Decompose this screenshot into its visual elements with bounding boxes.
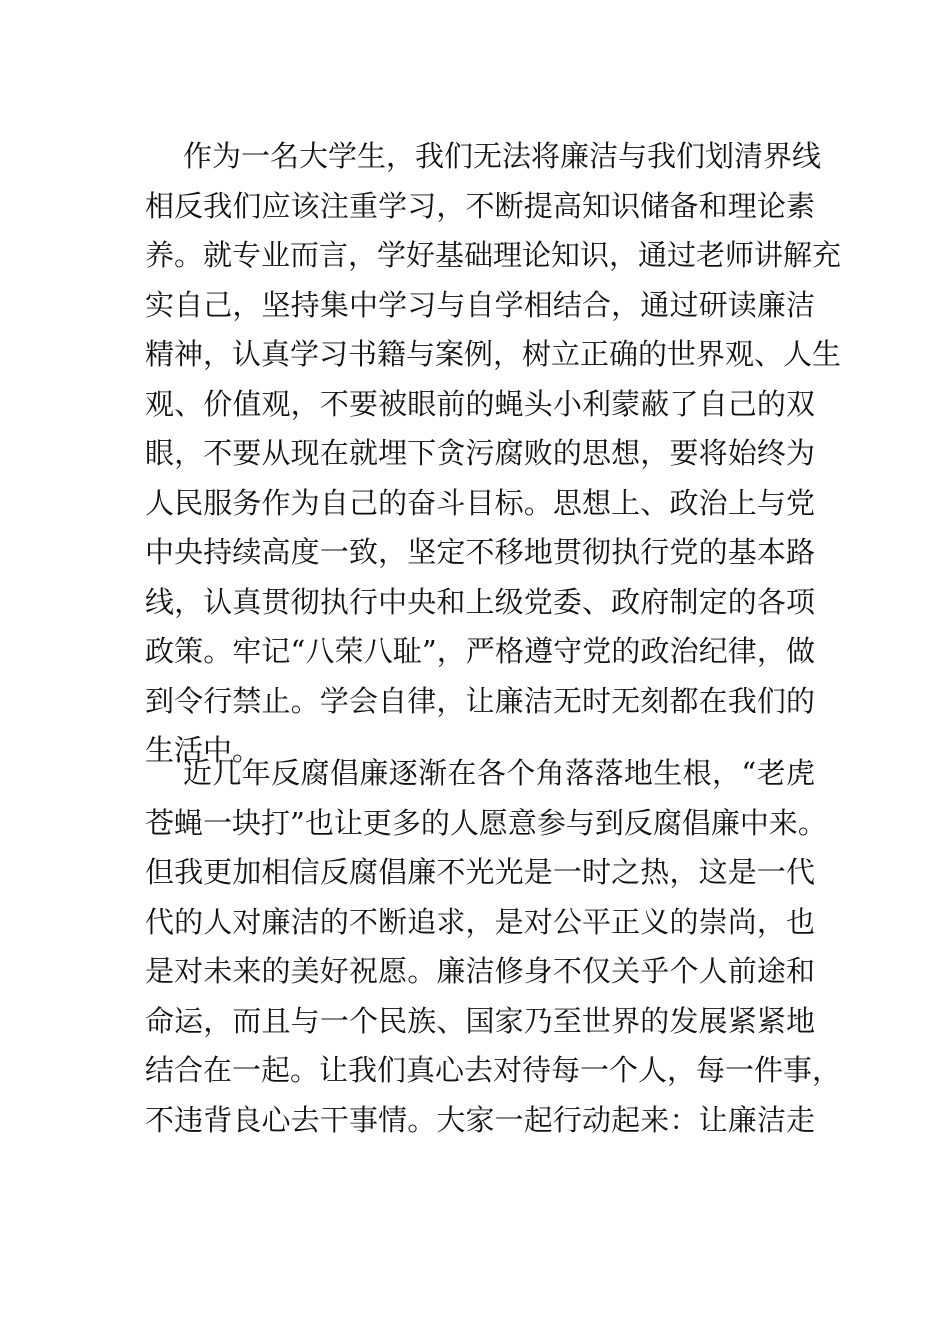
text-line: 生活中。	[145, 733, 262, 767]
body-paragraph-1	[145, 132, 842, 776]
text-line: 精神，认真学习书籍与案例，树立正确的世界观、人生	[145, 337, 842, 371]
text-line: 不违背良心去干事情。大家一起行动起来：让廉洁走	[145, 1102, 815, 1137]
text-line: 实自己，坚持集中学习与自学相结合，通过研读廉洁	[145, 287, 815, 322]
text-line: 结合在一起。让我们真心去对待每一个人，每一件事，	[145, 1053, 842, 1087]
text-line: 人民服务作为自己的奋斗目标。思想上、政治上与党	[145, 485, 815, 520]
text-line: 观、价值观，不要被眼前的蝇头小利蒙蔽了自己的双	[145, 386, 815, 421]
text-line: 但我更加相信反腐倡廉不光光是一时之热，这是一代	[145, 855, 815, 889]
text-line: 到令行禁止。学会自律，让廉洁无时无刻都在我们的	[145, 683, 815, 718]
text-line: 是对未来的美好祝愿。廉洁修身不仅关乎个人前途和	[145, 954, 815, 988]
text-line: 养。就专业而言，学好基础理论知识，通过老师讲解充	[145, 238, 842, 272]
text-line: 作为一名大学生，我们无法将廉洁与我们划清界线	[183, 139, 822, 173]
text-line: 中央持续高度一致，坚定不移地贯彻执行党的基本路	[145, 535, 815, 569]
text-line: 命运，而且与一个民族、国家乃至世界的发展紧紧地	[145, 1003, 815, 1038]
text-line: 线，认真贯彻执行中央和上级党委、政府制定的各项	[145, 584, 815, 619]
text-line: 政策。牢记“八荣八耻”，严格遵守党的政治纪律，做	[145, 634, 815, 668]
text-line: 眼，不要从现在就埋下贪污腐败的思想，要将始终为	[145, 436, 815, 470]
body-paragraph-2	[145, 749, 842, 1145]
text-line: 代的人对廉洁的不断追求，是对公平正义的崇尚，也	[145, 904, 815, 939]
text-line: 相反我们应该注重学习，不断提高知识储备和理论素	[145, 188, 815, 223]
text-line: 苍蝇一块打”也让更多的人愿意参与到反腐倡廉中来。	[145, 805, 827, 840]
text-line: 近几年反腐倡廉逐渐在各个角落落地生根，“老虎	[183, 756, 815, 790]
